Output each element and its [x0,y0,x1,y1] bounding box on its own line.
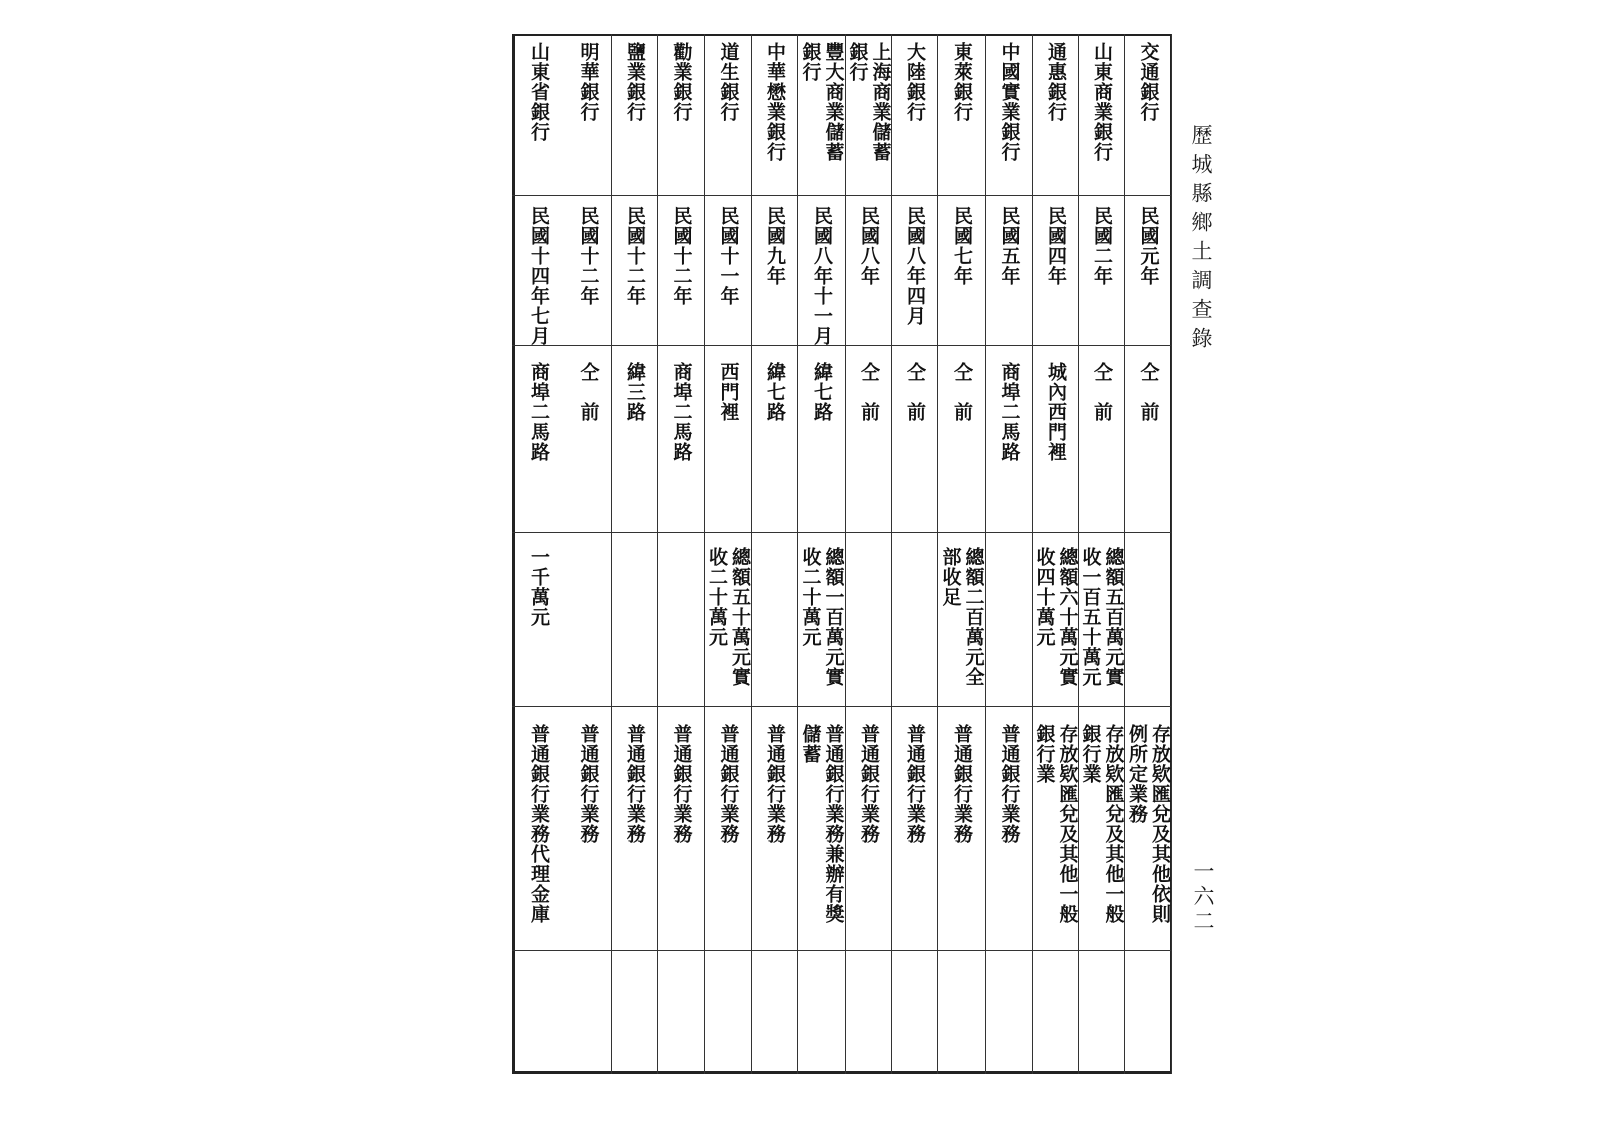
table-column [752,34,798,1074]
business-scope: 普通銀行業務 [858,724,880,844]
location: 仝 前 [1091,362,1113,422]
table-column [612,34,658,1074]
table-column [512,34,565,1074]
bank-name: 豐大商業儲蓄 銀行 [799,42,845,162]
founded-year: 民國十二年 [670,206,693,306]
capital: 一千萬元 [528,547,550,627]
business-scope: 普通銀行業務 [577,724,600,844]
business-scope: 普通銀行業務 [764,724,786,844]
bank-name: 東萊銀行 [951,42,973,122]
business-scope: 普通銀行業務兼辦有獎 儲蓄 [799,724,845,924]
business-scope: 普通銀行業務代理金庫 [528,724,550,924]
founded-year: 民國元年 [1137,206,1160,286]
bank-name: 通惠銀行 [1045,42,1067,122]
bank-name: 大陸銀行 [904,42,926,122]
table-column [565,34,612,1074]
location: 商埠二馬路 [670,362,693,462]
founded-year: 民國九年 [764,206,786,286]
location: 城內西門裡 [1045,362,1067,462]
location: 緯七路 [811,362,833,422]
location: 仝 前 [904,362,926,422]
table-column [798,34,846,1074]
page-title: 歷城縣鄉土調查錄 [1189,124,1213,356]
bank-name: 山東省銀行 [528,42,550,142]
location: 仝 前 [577,362,600,422]
bank-name: 山東商業銀行 [1091,42,1113,162]
bank-table [512,34,1172,1074]
bank-name: 交通銀行 [1137,42,1160,122]
founded-year: 民國四年 [1045,206,1067,286]
table-column [705,34,752,1074]
location: 緯七路 [764,362,786,422]
business-scope: 存放欵匯兌及其他一般 銀行業 [1033,724,1078,924]
bank-name: 鹽業銀行 [624,42,646,122]
business-scope: 普通銀行業務 [998,724,1021,844]
table-column [1125,34,1172,1074]
founded-year: 民國二年 [1091,206,1113,286]
location: 商埠二馬路 [528,362,550,462]
founded-year: 民國十二年 [577,206,600,306]
table-column [1033,34,1079,1074]
founded-year: 民國十一年 [717,206,740,306]
bank-name: 道生銀行 [717,42,740,122]
founded-year: 民國五年 [998,206,1021,286]
location: 仝 前 [1137,362,1160,422]
table-column [892,34,938,1074]
founded-year: 民國八年 [858,206,880,286]
bank-name: 勸業銀行 [670,42,693,122]
capital: 總額一百萬元實 收二十萬元 [799,547,845,687]
table-column [938,34,986,1074]
capital: 總額二百萬元全 部收足 [939,547,985,687]
bank-name: 中國實業銀行 [998,42,1021,162]
founded-year: 民國十四年七月 [528,206,550,346]
capital: 總額五百萬元實 收一百五十萬元 [1079,547,1124,687]
bank-name: 明華銀行 [577,42,600,122]
location: 仝 前 [951,362,973,422]
business-scope: 普通銀行業務 [624,724,646,844]
bank-name: 中華懋業銀行 [764,42,786,162]
page-number: 一六二 [1191,860,1215,935]
location: 商埠二馬路 [998,362,1021,462]
table-column [986,34,1033,1074]
location: 仝 前 [858,362,880,422]
table-column [658,34,705,1074]
table-column [1079,34,1125,1074]
business-scope: 普通銀行業務 [951,724,973,844]
founded-year: 民國七年 [951,206,973,286]
business-scope: 存放欵匯兌及其他依則 例所定業務 [1126,724,1171,924]
location: 緯三路 [624,362,646,422]
business-scope: 普通銀行業務 [904,724,926,844]
founded-year: 民國十二年 [624,206,646,306]
table-column [846,34,892,1074]
capital: 總額六十萬元實 收四十萬元 [1033,547,1078,687]
location: 西門裡 [717,362,740,422]
business-scope: 普通銀行業務 [670,724,693,844]
bank-name: 上海商業儲蓄 銀行 [846,42,891,162]
business-scope: 普通銀行業務 [717,724,740,844]
founded-year: 民國八年四月 [904,206,926,326]
founded-year: 民國八年十一月 [811,206,833,346]
business-scope: 存放欵匯兌及其他一般 銀行業 [1079,724,1124,924]
capital: 總額五十萬元實 收二十萬元 [706,547,751,687]
